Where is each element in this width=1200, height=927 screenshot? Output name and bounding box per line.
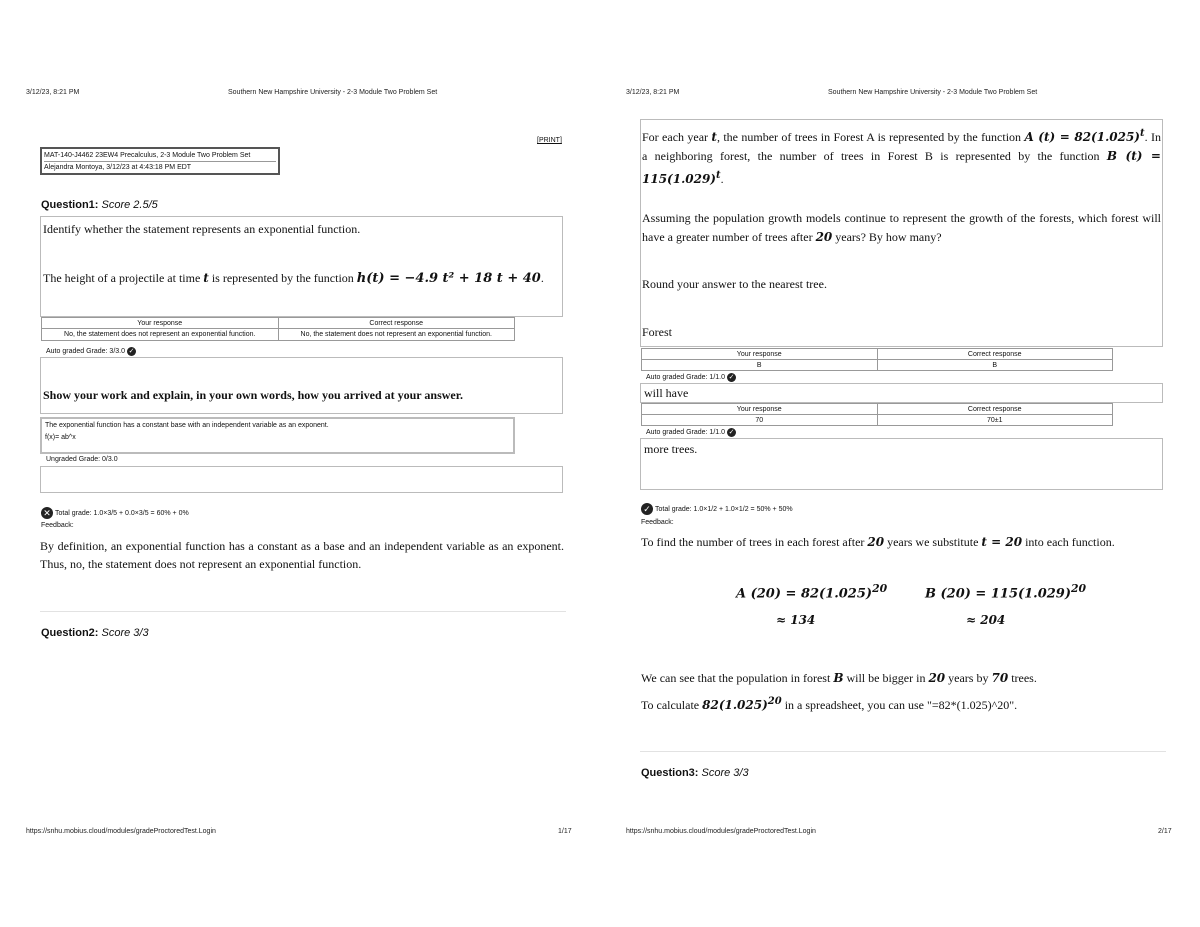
- question2-prompt-box: [640, 119, 1163, 347]
- question2-label: Question2:: [41, 627, 99, 639]
- question1-feedback-text: By definition, an exponential function has a constant as a base and an independent variable as an exponent. Thus, no, the statement does not represent an exponential function.: [40, 539, 564, 571]
- count-response-table: [641, 403, 1113, 426]
- count-grade: Auto graded Grade: 1/1.0 ✓: [646, 429, 735, 436]
- check-icon: ✓: [728, 374, 735, 381]
- function-B: B $(t) = 115(1.029)^t$: [642, 149, 1161, 186]
- correct-response-cell: No, the statement does not represent an exponential function.: [278, 329, 515, 341]
- print-datetime: 3/12/23, 8:21 PM: [626, 89, 680, 96]
- pdf-page-2: [600, 0, 1200, 927]
- student-line: Alejandra Montoya, 3/12/23 at 4:43:18 PM EDT: [44, 164, 192, 171]
- question2-score: Score 3/3: [101, 627, 149, 639]
- more-trees-text: more trees.: [644, 442, 698, 456]
- check-icon: ✓: [728, 429, 735, 436]
- feedback-line-1: To find the number of trees in each forest after 20 years we substitute t = 20 into each function.: [641, 535, 1115, 549]
- student-info-box: [40, 147, 280, 175]
- conclusion-line: We can see that the population in forest B will be bigger in 20 years by 70 trees.: [641, 671, 1037, 685]
- question3-label: Question3:: [641, 767, 699, 779]
- question2-heading: [41, 627, 149, 639]
- work-line-2: f(x)= ab^x: [45, 434, 76, 441]
- question1-grade-ungraded: Ungraded Grade: 0/3.0: [46, 456, 118, 463]
- your-response-header: Your response: [642, 349, 878, 360]
- result-B: ≈ 204: [966, 613, 1006, 627]
- check-icon: ✓: [128, 348, 135, 355]
- question3-heading: [641, 767, 749, 779]
- correct-response-header: Correct response: [877, 349, 1113, 360]
- print-link[interactable]: [PRINT]: [537, 137, 562, 144]
- forest-grade: Auto graded Grade: 1/1.0 ✓: [646, 374, 735, 381]
- question1-score: Score 2.5/5: [101, 199, 158, 211]
- will-have-text: will have: [644, 386, 689, 400]
- question1-total-grade: ✕ Total grade: 1.0×3/5 + 0.0×3/5 = 60% + 0%: [41, 507, 189, 519]
- work-line-1: The exponential function has a constant base with an independent variable as an exponent.: [45, 422, 329, 429]
- forest-label: Forest: [642, 325, 672, 339]
- result-A: ≈ 134: [776, 613, 816, 627]
- your-response-cell: No, the statement does not represent an exponential function.: [42, 329, 279, 341]
- question1-prompt-box: [40, 216, 563, 317]
- forest-response-table: [641, 348, 1113, 371]
- show-work-instruction: Show your work and explain, in your own words, how you arrived at your answer.: [43, 388, 463, 402]
- footer-page-number: 2/17: [1158, 828, 1172, 835]
- your-response-header: Your response: [42, 318, 279, 329]
- empty-answer-box: [40, 466, 563, 493]
- question1-grade-auto: Auto graded Grade: 3/3.0 ✓: [46, 348, 135, 355]
- more-trees-box: [640, 438, 1163, 490]
- question2-feedback-label: Feedback:: [641, 519, 674, 526]
- x-circle-icon: ✕: [41, 507, 53, 519]
- divider: [40, 611, 566, 612]
- divider: [640, 751, 1166, 752]
- footer-url[interactable]: https://snhu.mobius.cloud/modules/gradeProctoredTest.Login: [26, 828, 216, 835]
- question1-prompt: Identify whether the statement represents an exponential function.: [43, 222, 361, 236]
- correct-response-header: Correct response: [877, 404, 1113, 415]
- function-A: A $(t) = 82(1.025)^t$: [1024, 128, 1145, 144]
- print-title: Southern New Hampshire University - 2-3 Module Two Problem Set: [828, 89, 1038, 96]
- round-instruction: Round your answer to the nearest tree.: [642, 277, 827, 291]
- function-h: h(t) = −4.9 t² + 18 t + 40: [356, 271, 541, 286]
- question3-score: Score 3/3: [701, 767, 749, 779]
- check-circle-icon: ✓: [641, 503, 653, 515]
- question1-heading: [41, 199, 158, 211]
- question1-response-table: [41, 317, 515, 341]
- equation-A-20: A $(20) = 82(1.025)^{20}$: [736, 582, 888, 602]
- spreadsheet-line: To calculate $82(1.025)^{20}$ in a spreadsheet, you can use "=82*(1.025)^20".: [641, 696, 1018, 712]
- your-response-cell: B: [642, 360, 878, 371]
- your-response-header: Your response: [642, 404, 878, 415]
- question1-label: Question1:: [41, 199, 99, 211]
- footer-page-number: 1/17: [558, 828, 572, 835]
- footer-url[interactable]: https://snhu.mobius.cloud/modules/gradeProctoredTest.Login: [626, 828, 816, 835]
- correct-response-header: Correct response: [278, 318, 515, 329]
- question2-paragraph-2: Assuming the population growth models continue to represent the growth of the forests, which forest will have a greater number of trees after 20 years? By how many?: [642, 211, 1161, 244]
- equation-B-20: B $(20) = 115(1.029)^{20}$: [925, 582, 1087, 602]
- print-title: Southern New Hampshire University - 2-3 Module Two Problem Set: [228, 89, 438, 96]
- question2-total-grade: ✓ Total grade: 1.0×1/2 + 1.0×1/2 = 50% + 50%: [641, 503, 793, 515]
- will-have-box: [640, 383, 1163, 403]
- print-datetime: 3/12/23, 8:21 PM: [26, 89, 80, 96]
- work-answer-box: [40, 417, 515, 454]
- your-response-cell: 70: [642, 415, 878, 426]
- question1-statement: The height of a projectile at time t is represented by the function h(t) = −4.9 t² + 18 t + 40.: [43, 271, 544, 286]
- correct-response-cell: B: [877, 360, 1113, 371]
- question1-feedback-label: Feedback:: [41, 522, 74, 529]
- show-work-box: [40, 357, 563, 414]
- course-line: MAT-140-J4462 23EW4 Precalculus, 2-3 Module Two Problem Set: [44, 150, 276, 162]
- correct-response-cell: 70±1: [877, 415, 1113, 426]
- question2-paragraph-1: For each year t, the number of trees in Forest A is represented by the function A $(t) = 82(1.025)^t$. In a neighboring forest, the number of trees in Forest B is represented by the function B $(t) = 115(1.029)^t$.: [642, 128, 1161, 186]
